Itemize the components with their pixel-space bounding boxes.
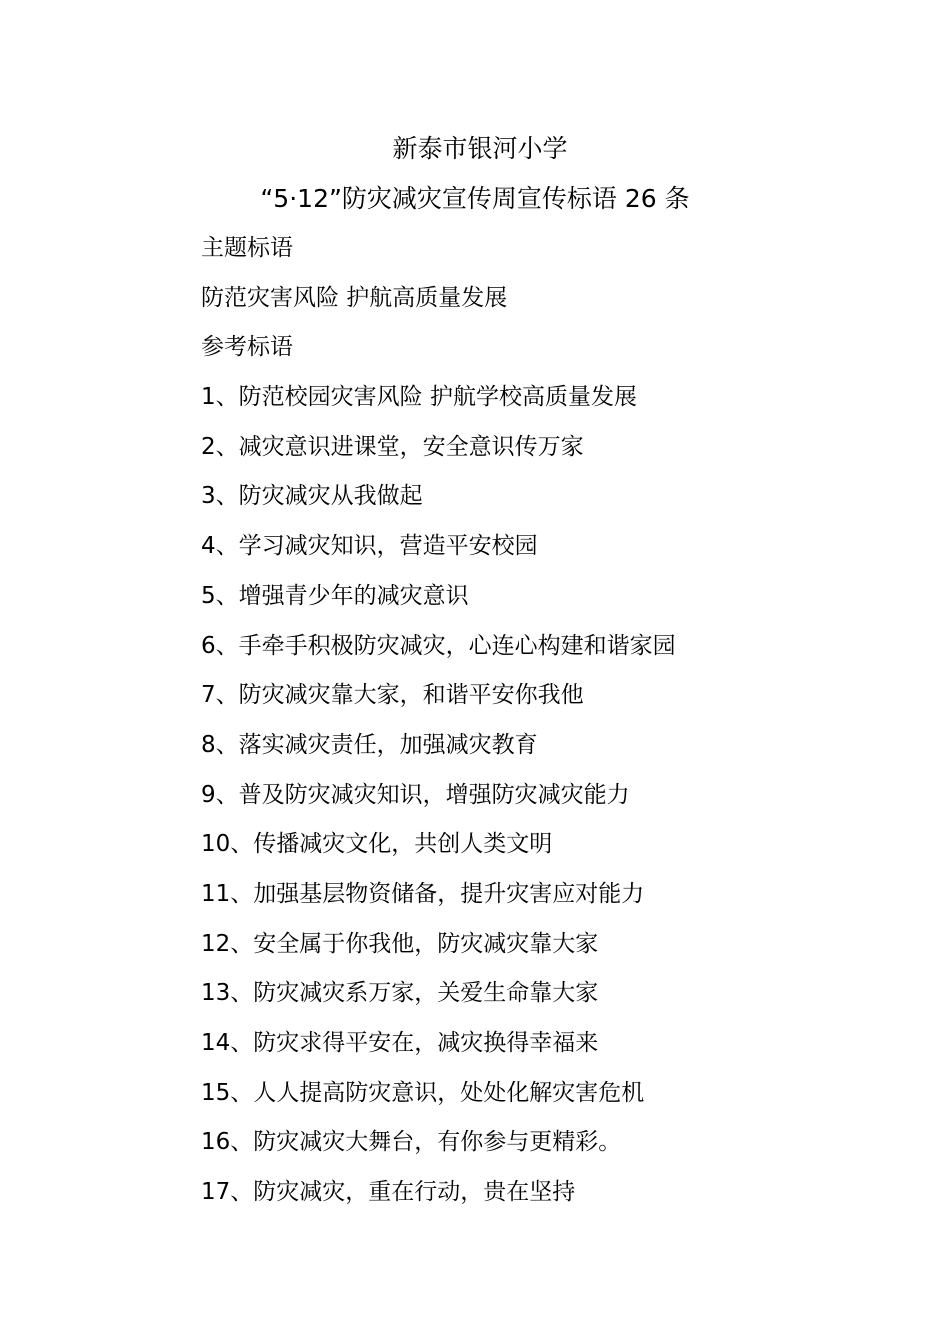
- slogan-list: [201, 377, 921, 1222]
- document-heading: “5·12”防灾减灾宣传周宣传标语 26 条: [260, 184, 690, 213]
- slogan-item: 10、传播减灾文化，共创人类文明: [201, 831, 553, 858]
- school-name: 新泰市银河小学: [392, 134, 568, 163]
- slogan-item: 3、防灾减灾从我做起: [201, 483, 423, 510]
- slogan-item: 7、防灾减灾靠大家，和谐平安你我他: [201, 682, 584, 709]
- slogan-item: 15、人人提高防灾意识，处处化解灾害危机: [201, 1079, 645, 1106]
- slogan-item: 14、防灾求得平安在，减灾换得幸福来: [201, 1030, 599, 1056]
- slogan-item: 2、减灾意识进课堂，安全意识传万家: [201, 433, 584, 460]
- slogan-item: 8、落实减灾责任，加强减灾教育: [201, 731, 538, 758]
- slogan-item: 1、防范校园灾害风险 护航学校高质量发展: [201, 384, 637, 411]
- reference-label: 参考标语: [201, 334, 293, 361]
- slogan-item: 11、加强基层物资储备，提升灾害应对能力: [201, 880, 645, 907]
- slogan-item: 4、学习减灾知识，营造平安校园: [201, 533, 538, 560]
- document-body: [201, 228, 921, 1222]
- slogan-item: 9、普及防灾减灾知识，增强防灾减灾能力: [201, 781, 630, 808]
- slogan-item: 6、手牵手积极防灾减灾，心连心构建和谐家园: [201, 632, 676, 659]
- slogan-item: 17、防灾减灾，重在行动，贵在坚持: [201, 1179, 576, 1206]
- slogan-item: 16、防灾减灾大舞台，有你参与更精彩。: [201, 1129, 622, 1156]
- slogan-item: 13、防灾减灾系万家，关爱生命靠大家: [201, 980, 599, 1007]
- slogan-item: 5、增强青少年的减灾意识: [201, 582, 469, 609]
- slogan-item: 12、安全属于你我他，防灾减灾靠大家: [201, 930, 599, 957]
- theme-label: 主题标语: [201, 235, 293, 261]
- theme-slogan: 防范灾害风险 护航高质量发展: [201, 284, 508, 311]
